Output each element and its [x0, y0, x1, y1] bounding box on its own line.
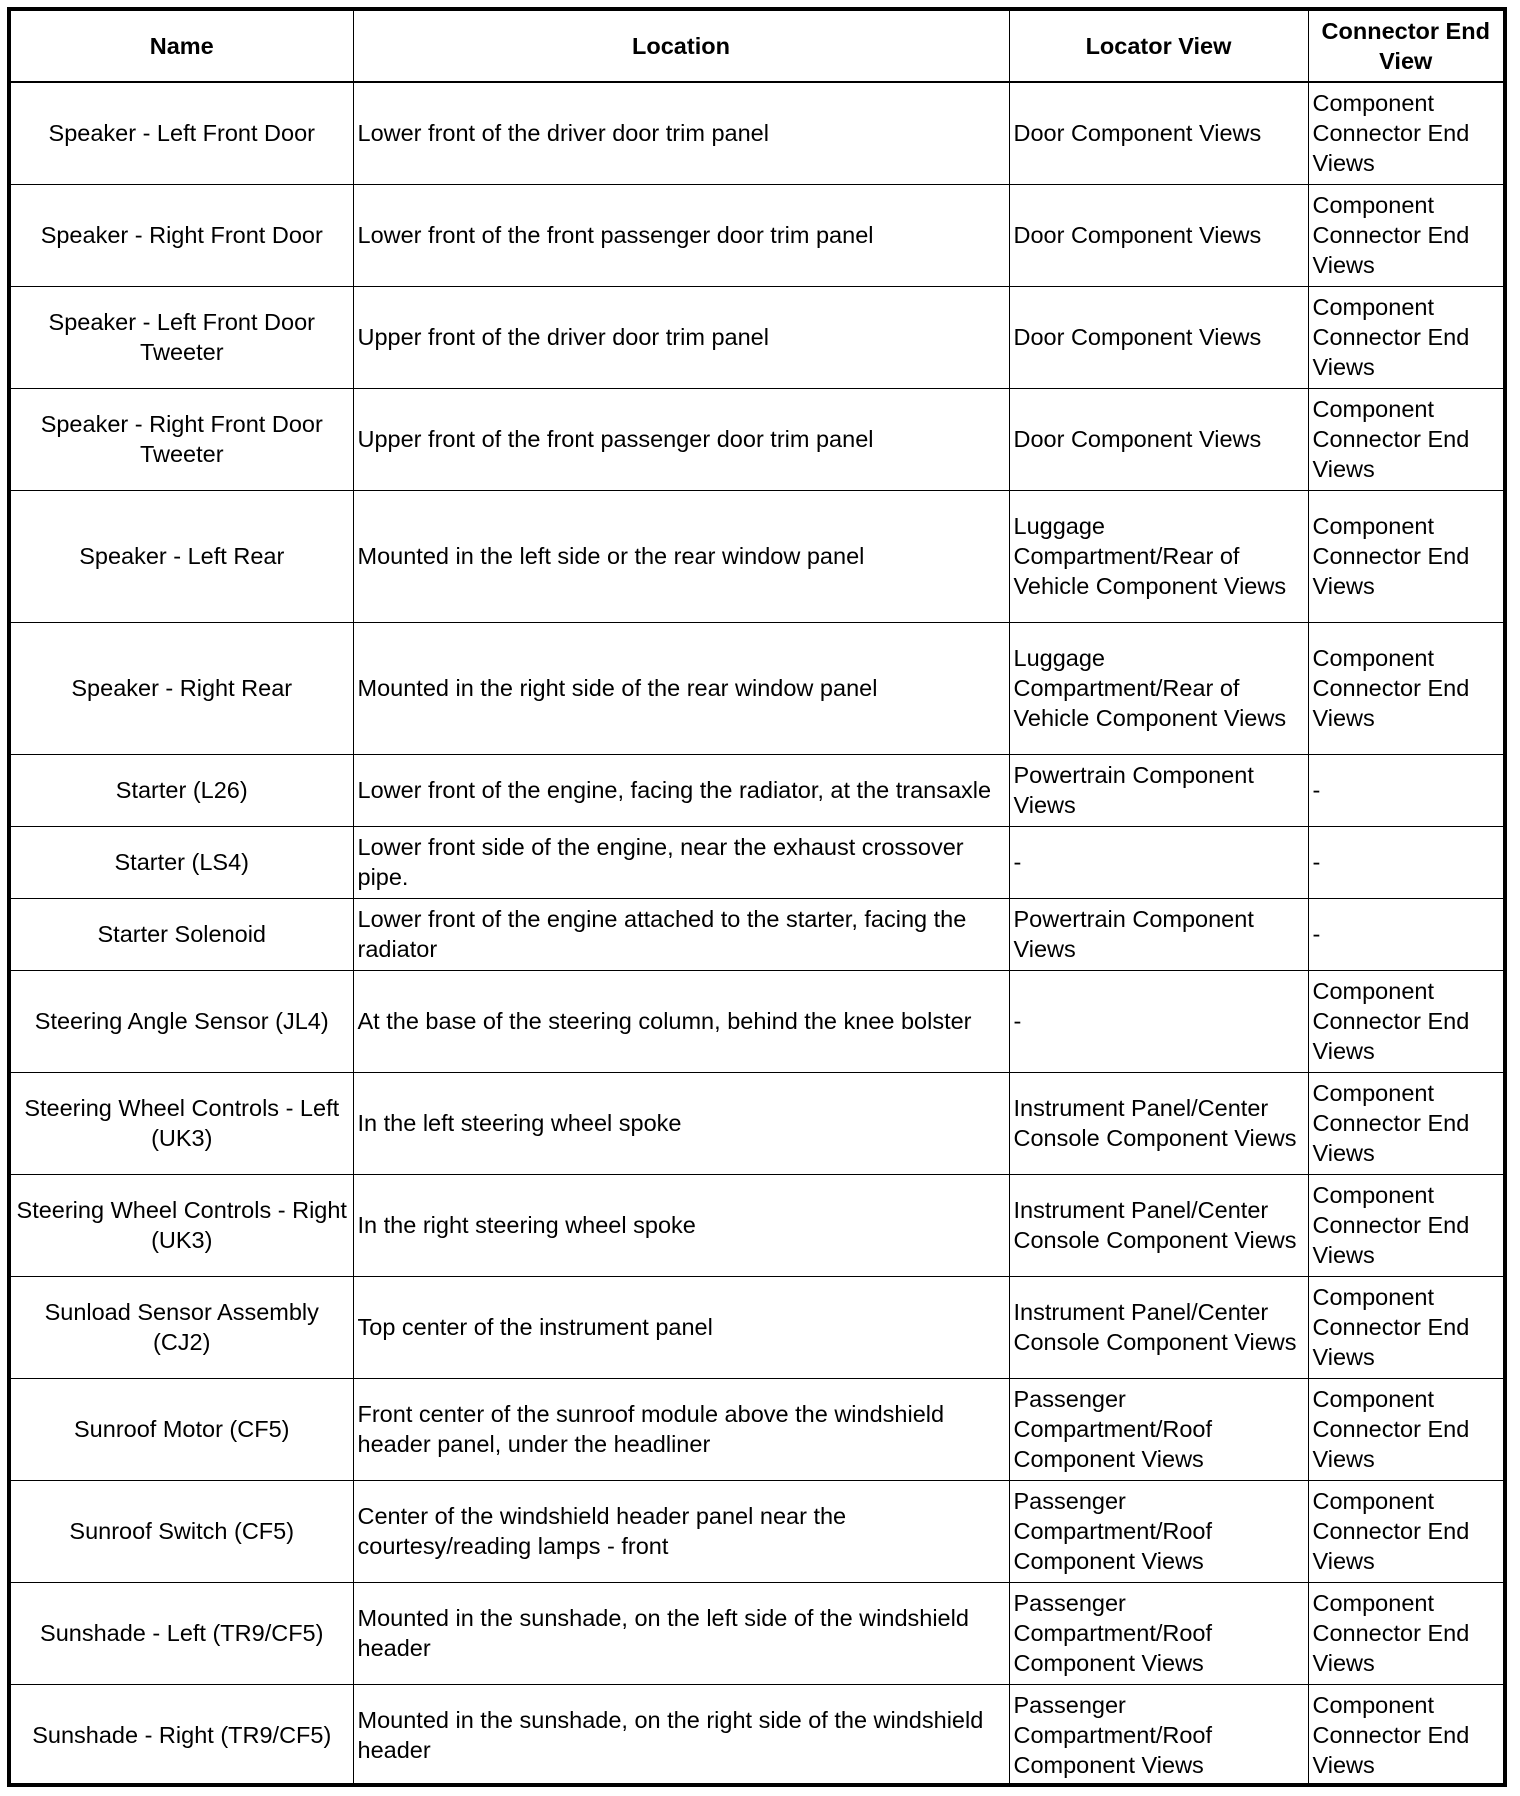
cell-name: Sunload Sensor Assembly (CJ2)	[11, 1276, 353, 1378]
table-row	[11, 1174, 1503, 1276]
cell-location: Center of the windshield header panel near the courtesy/reading lamps - front	[353, 1480, 1009, 1582]
cell-connector-end-view: Component Connector End Views	[1308, 1378, 1503, 1480]
cell-name: Speaker - Left Front Door	[11, 82, 353, 184]
cell-locator-view: Door Component Views	[1009, 184, 1308, 286]
cell-connector-end-view: Component Connector End Views	[1308, 1174, 1503, 1276]
table-row	[11, 1276, 1503, 1378]
cell-location: At the base of the steering column, behind the knee bolster	[353, 970, 1009, 1072]
cell-location: Lower front side of the engine, near the exhaust crossover pipe.	[353, 826, 1009, 898]
cell-name: Steering Wheel Controls - Left (UK3)	[11, 1072, 353, 1174]
cell-locator-view: Luggage Compartment/Rear of Vehicle Component Views	[1009, 622, 1308, 754]
cell-location: In the left steering wheel spoke	[353, 1072, 1009, 1174]
cell-locator-view: Door Component Views	[1009, 286, 1308, 388]
table-row	[11, 184, 1503, 286]
cell-name: Steering Angle Sensor (JL4)	[11, 970, 353, 1072]
table-row	[11, 898, 1503, 970]
cell-locator-view: Passenger Compartment/Roof Component Views	[1009, 1480, 1308, 1582]
cell-name: Steering Wheel Controls - Right (UK3)	[11, 1174, 353, 1276]
cell-locator-view: Powertrain Component Views	[1009, 898, 1308, 970]
cell-connector-end-view: Component Connector End Views	[1308, 286, 1503, 388]
header-connector-end-view: Connector End View	[1308, 11, 1503, 82]
table-row	[11, 388, 1503, 490]
table-row	[11, 1378, 1503, 1480]
cell-location: Upper front of the front passenger door trim panel	[353, 388, 1009, 490]
cell-location: Mounted in the sunshade, on the right side of the windshield header	[353, 1684, 1009, 1786]
component-locator-table-frame	[7, 7, 1507, 1787]
cell-location: Mounted in the left side or the rear window panel	[353, 490, 1009, 622]
cell-name: Speaker - Right Front Door	[11, 184, 353, 286]
cell-locator-view: Door Component Views	[1009, 388, 1308, 490]
cell-locator-view: -	[1009, 970, 1308, 1072]
cell-connector-end-view: Component Connector End Views	[1308, 622, 1503, 754]
cell-connector-end-view: Component Connector End Views	[1308, 1276, 1503, 1378]
cell-locator-view: Passenger Compartment/Roof Component Views	[1009, 1582, 1308, 1684]
cell-connector-end-view: -	[1308, 754, 1503, 826]
cell-location: Upper front of the driver door trim panel	[353, 286, 1009, 388]
cell-name: Sunshade - Right (TR9/CF5)	[11, 1684, 353, 1786]
cell-locator-view: Instrument Panel/Center Console Component Views	[1009, 1276, 1308, 1378]
cell-locator-view: Instrument Panel/Center Console Component Views	[1009, 1072, 1308, 1174]
cell-connector-end-view: Component Connector End Views	[1308, 490, 1503, 622]
header-row	[11, 11, 1503, 82]
table-row	[11, 1072, 1503, 1174]
cell-name: Starter Solenoid	[11, 898, 353, 970]
table-row	[11, 1582, 1503, 1684]
cell-locator-view: Door Component Views	[1009, 82, 1308, 184]
cell-locator-view: -	[1009, 826, 1308, 898]
component-locator-table	[11, 11, 1503, 1786]
cell-location: Lower front of the engine, facing the radiator, at the transaxle	[353, 754, 1009, 826]
cell-name: Sunroof Motor (CF5)	[11, 1378, 353, 1480]
cell-location: Front center of the sunroof module above the windshield header panel, under the headliner	[353, 1378, 1009, 1480]
cell-name: Speaker - Left Rear	[11, 490, 353, 622]
cell-location: Lower front of the front passenger door trim panel	[353, 184, 1009, 286]
cell-location: Mounted in the sunshade, on the left side of the windshield header	[353, 1582, 1009, 1684]
cell-connector-end-view: Component Connector End Views	[1308, 1582, 1503, 1684]
cell-locator-view: Powertrain Component Views	[1009, 754, 1308, 826]
cell-location: Top center of the instrument panel	[353, 1276, 1009, 1378]
cell-location: Lower front of the engine attached to the starter, facing the radiator	[353, 898, 1009, 970]
cell-name: Speaker - Left Front Door Tweeter	[11, 286, 353, 388]
cell-name: Speaker - Right Front Door Tweeter	[11, 388, 353, 490]
cell-connector-end-view: Component Connector End Views	[1308, 1480, 1503, 1582]
cell-name: Starter (L26)	[11, 754, 353, 826]
cell-name: Starter (LS4)	[11, 826, 353, 898]
table-row	[11, 1684, 1503, 1786]
cell-locator-view: Passenger Compartment/Roof Component Views	[1009, 1378, 1308, 1480]
table-row	[11, 490, 1503, 622]
header-location: Location	[353, 11, 1009, 82]
cell-connector-end-view: Component Connector End Views	[1308, 970, 1503, 1072]
cell-connector-end-view: Component Connector End Views	[1308, 1072, 1503, 1174]
table-row	[11, 286, 1503, 388]
cell-locator-view: Passenger Compartment/Roof Component Views	[1009, 1684, 1308, 1786]
header-name: Name	[11, 11, 353, 82]
cell-connector-end-view: -	[1308, 898, 1503, 970]
cell-locator-view: Instrument Panel/Center Console Component Views	[1009, 1174, 1308, 1276]
cell-connector-end-view: Component Connector End Views	[1308, 184, 1503, 286]
cell-connector-end-view: Component Connector End Views	[1308, 1684, 1503, 1786]
cell-connector-end-view: Component Connector End Views	[1308, 388, 1503, 490]
cell-name: Sunroof Switch (CF5)	[11, 1480, 353, 1582]
table-row	[11, 970, 1503, 1072]
cell-connector-end-view: -	[1308, 826, 1503, 898]
cell-location: Lower front of the driver door trim panel	[353, 82, 1009, 184]
table-row	[11, 754, 1503, 826]
cell-connector-end-view: Component Connector End Views	[1308, 82, 1503, 184]
table-row	[11, 82, 1503, 184]
table-row	[11, 1480, 1503, 1582]
cell-name: Sunshade - Left (TR9/CF5)	[11, 1582, 353, 1684]
cell-location: Mounted in the right side of the rear window panel	[353, 622, 1009, 754]
cell-location: In the right steering wheel spoke	[353, 1174, 1009, 1276]
table-row	[11, 622, 1503, 754]
table-row	[11, 826, 1503, 898]
cell-name: Speaker - Right Rear	[11, 622, 353, 754]
cell-locator-view: Luggage Compartment/Rear of Vehicle Component Views	[1009, 490, 1308, 622]
header-locator-view: Locator View	[1009, 11, 1308, 82]
